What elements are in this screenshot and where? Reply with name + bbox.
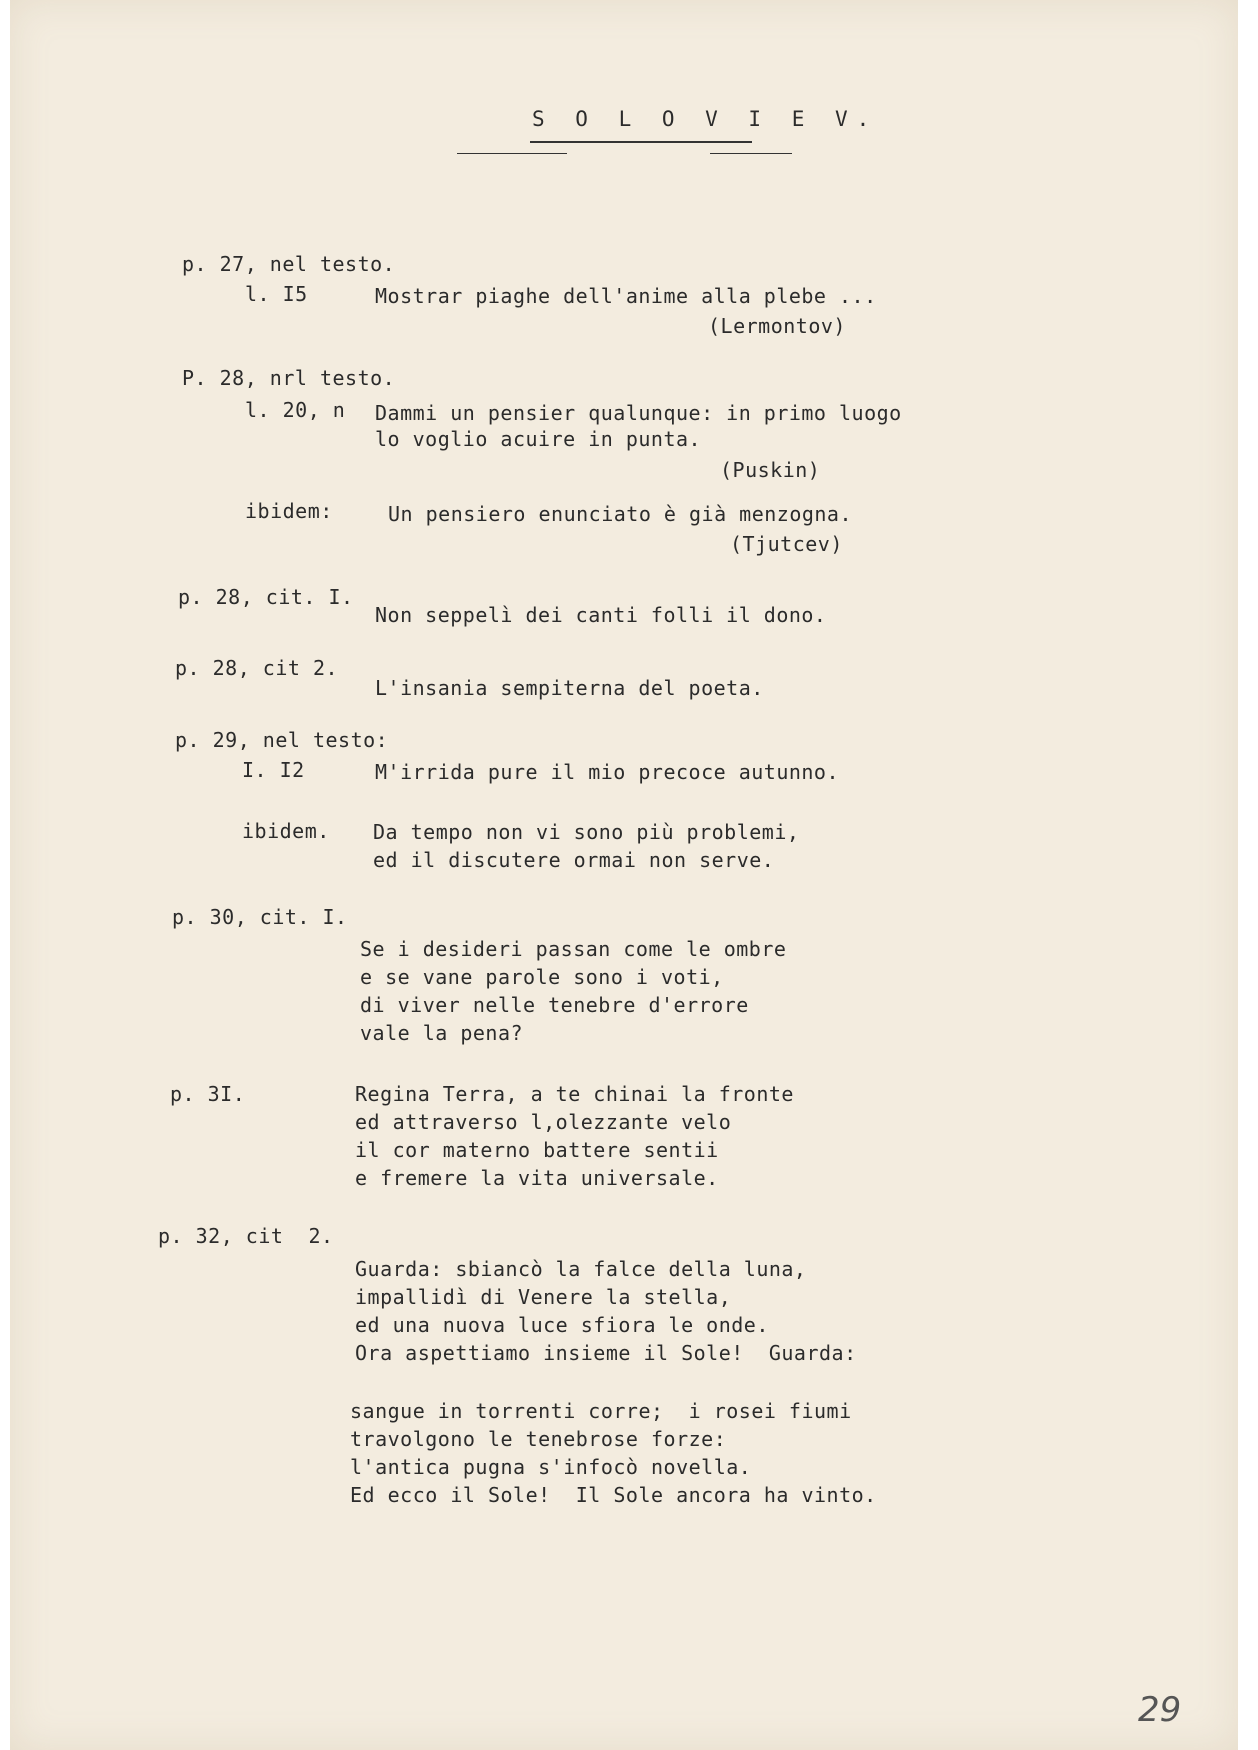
entry-text: travolgono le tenebrose forze: (350, 1427, 727, 1451)
title-underline-left (457, 153, 567, 154)
entry-ref: p. 29, nel testo: (175, 728, 389, 752)
entry-text: M'irrida pure il mio precoce autunno. (375, 760, 840, 784)
entry-line-ref: I. I2 (242, 758, 305, 782)
entry-text: Se i desideri passan come le ombre (360, 937, 787, 961)
entry-text: e fremere la vita universale. (355, 1166, 719, 1190)
entry-text: impallidì di Venere la stella, (355, 1285, 732, 1309)
entry-text: ed il discutere ormai non serve. (373, 848, 775, 872)
entry-text: ed attraverso l,olezzante velo (355, 1110, 732, 1134)
entry-line-ref: l. I5 (245, 282, 308, 306)
handwritten-page-number: 29 (1138, 1690, 1182, 1730)
entry-text: sangue in torrenti corre; i rosei fiumi (350, 1399, 852, 1423)
title-underline (530, 141, 752, 143)
entry-text: Ed ecco il Sole! Il Sole ancora ha vinto. (350, 1483, 877, 1507)
entry-ref: p. 28, cit. I. (178, 585, 354, 609)
entry-ref: p. 27, nel testo. (182, 252, 396, 276)
page-title: S O L O V I E V. (532, 107, 879, 131)
entry-ref: p. 3I. (170, 1082, 246, 1106)
entry-text: L'insania sempiterna del poeta. (375, 676, 764, 700)
entry-text: e se vane parole sono i voti, (360, 965, 724, 989)
entry-ref: ibidem: (245, 499, 333, 523)
entry-author: (Puskin) (720, 458, 821, 482)
entry-text: Regina Terra, a te chinai la fronte (355, 1082, 794, 1106)
entry-text: Ora aspettiamo insieme il Sole! Guarda: (355, 1341, 857, 1365)
entry-text: Non seppelì dei canti folli il dono. (375, 603, 827, 627)
entry-text: Da tempo non vi sono più problemi, (373, 820, 800, 844)
typewritten-page (10, 0, 1238, 1750)
entry-ref: p. 32, cit 2. (158, 1224, 334, 1248)
entry-ref: ibidem. (242, 819, 330, 843)
entry-text: lo voglio acuire in punta. (375, 427, 702, 451)
entry-line-ref: l. 20, n (245, 398, 346, 422)
entry-text: ed una nuova luce sfiora le onde. (355, 1313, 769, 1337)
entry-text: il cor materno battere sentii (355, 1138, 719, 1162)
entry-text: l'antica pugna s'infocò novella. (350, 1455, 752, 1479)
entry-text: Un pensiero enunciato è già menzogna. (388, 502, 853, 526)
entry-text: Mostrar piaghe dell'anime alla plebe ... (375, 284, 877, 308)
title-underline-right (710, 153, 792, 154)
entry-ref: P. 28, nrl testo. (182, 366, 396, 390)
entry-text: di viver nelle tenebre d'errore (360, 993, 749, 1017)
entry-text: vale la pena? (360, 1021, 524, 1045)
entry-ref: p. 30, cit. I. (172, 905, 348, 929)
entry-text: Dammi un pensier qualunque: in primo luogo (375, 401, 902, 425)
entry-ref: p. 28, cit 2. (175, 656, 339, 680)
entry-author: (Lermontov) (708, 314, 846, 338)
entry-author: (Tjutcev) (730, 532, 843, 556)
entry-text: Guarda: sbiancò la falce della luna, (355, 1257, 807, 1281)
